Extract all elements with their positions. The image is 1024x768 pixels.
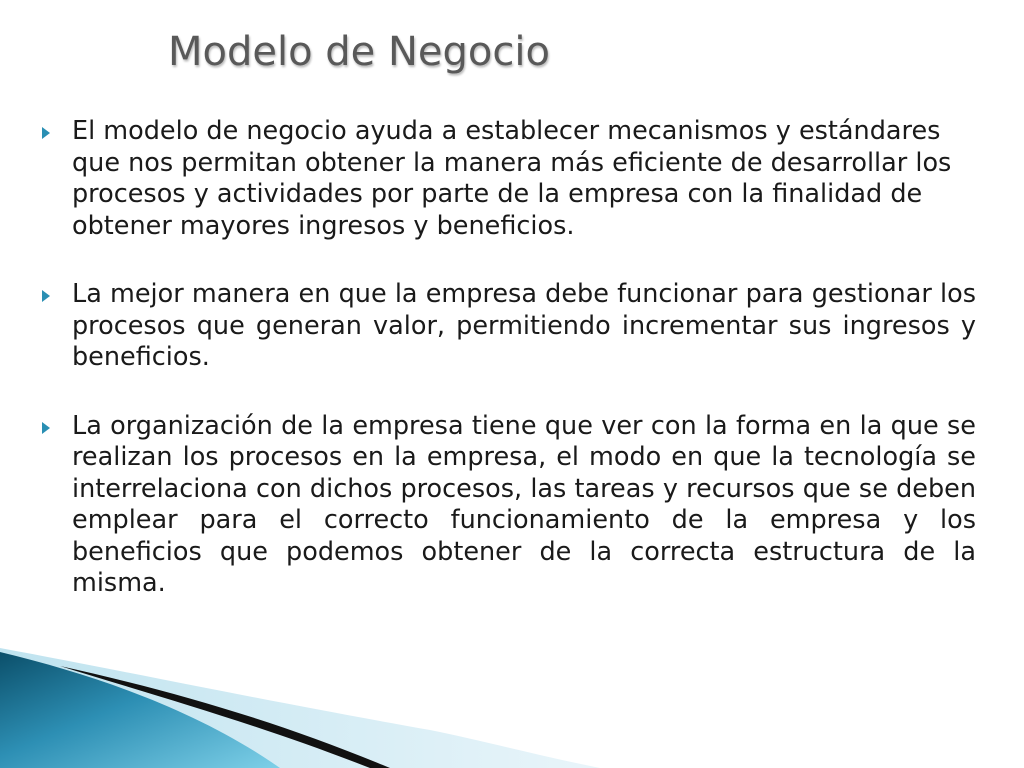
triangle-bullet-icon — [42, 290, 50, 302]
bullet-item — [42, 411, 976, 600]
bullet-item — [42, 279, 976, 374]
bullet-text: La organización de la empresa tiene que ver con la forma en la que se realizan los procesos en la empresa, el modo en que la tecnología se interrelaciona con dichos procesos, las tareas y recursos que se deben emplear para el correcto funcionamiento de la empresa y los beneficios que podemos obtener de la correcta estructura de la misma. — [72, 410, 976, 598]
slide-title: Modelo de Negocio — [168, 29, 550, 75]
bullet-text: La mejor manera en que la empresa debe funcionar para gestionar los procesos que generan valor, permitiendo incrementar sus ingresos y beneficios. — [72, 279, 976, 372]
bullet-list — [42, 116, 976, 600]
bullet-item — [42, 116, 976, 242]
triangle-bullet-icon — [42, 127, 50, 139]
bullet-text: El modelo de negocio ayuda a establecer mecanismos y estándares que nos permitan obtener la manera más eficiente de desarrollar los procesos y actividades por parte de la empresa con la finalidad de obtener mayores ingresos y beneficios. — [72, 116, 952, 241]
triangle-bullet-icon — [42, 422, 50, 434]
